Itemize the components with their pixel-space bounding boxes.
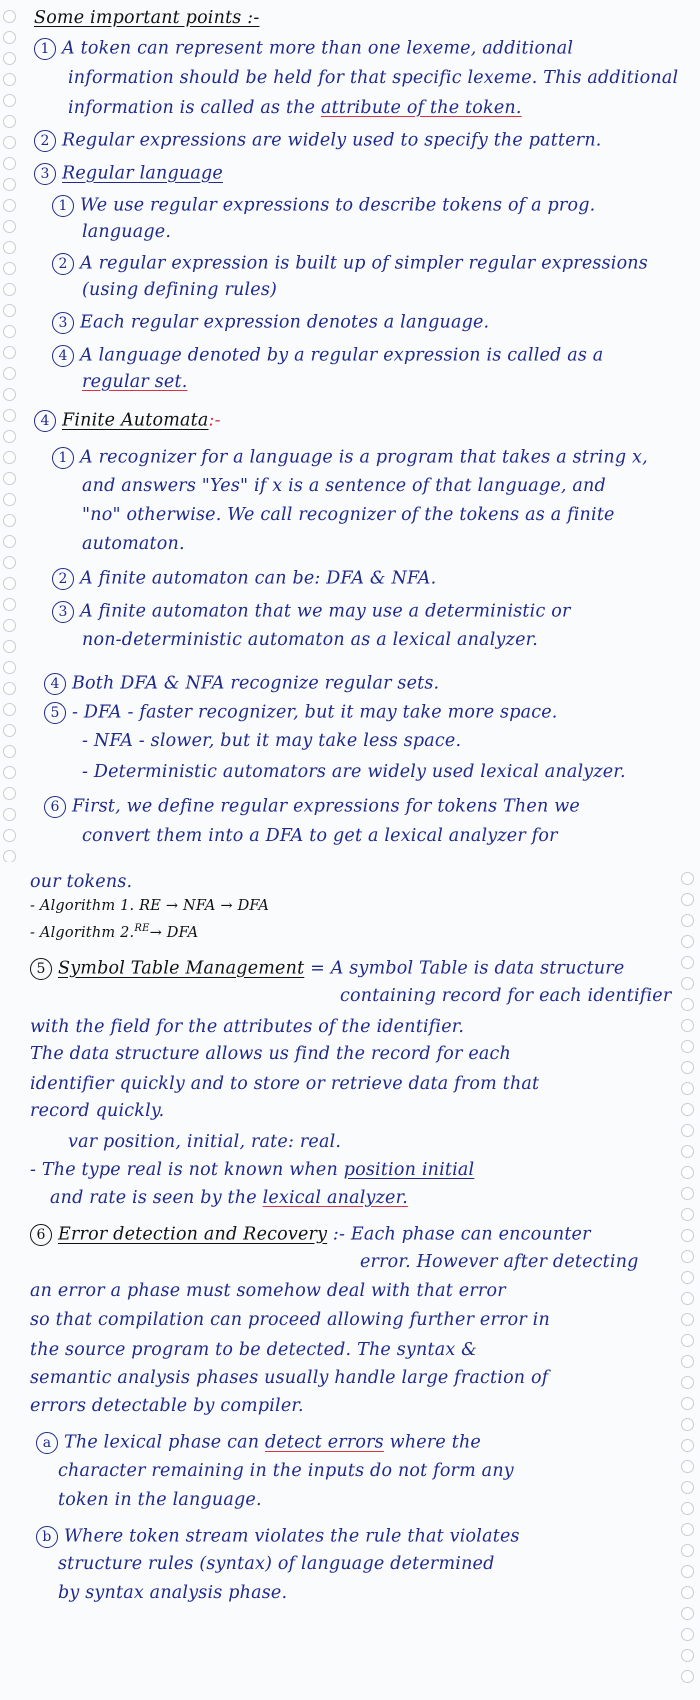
point-6-title: 6 Error detection and Recovery :- Each phase can encounter	[30, 1224, 660, 1246]
binder-hole	[681, 1082, 694, 1095]
binder-hole	[3, 787, 16, 800]
binder-hole	[681, 1103, 694, 1116]
binder-hole	[681, 1670, 694, 1683]
number-circle: 4	[34, 410, 56, 432]
algorithm-2: - Algorithm 2.$^{RE}$→ DFA	[30, 923, 199, 941]
binder-hole	[681, 1439, 694, 1452]
binder-hole	[3, 535, 16, 548]
binder-hole	[3, 451, 16, 464]
point-6-line-2: error. However after detecting	[360, 1252, 639, 1272]
binder-hole	[3, 493, 16, 506]
point-4-sub-5-line-2: - NFA - slower, but it may take less space.	[82, 731, 462, 751]
binder-hole	[3, 325, 16, 338]
point-6-line-4: so that compilation can proceed allowing further error in	[30, 1310, 550, 1330]
binder-hole	[3, 52, 16, 65]
binder-hole	[3, 577, 16, 590]
binder-hole	[681, 1019, 694, 1032]
binder-hole	[681, 1334, 694, 1347]
letter-circle: a	[36, 1432, 58, 1454]
point-6-line-5: the source program to be detected. The syntax &	[30, 1340, 477, 1360]
number-circle: 6	[44, 796, 66, 818]
binder-hole	[681, 1376, 694, 1389]
point-2: 2 Regular expressions are widely used to specify the pattern.	[34, 130, 660, 152]
point-3-sub-2-line-2: (using defining rules)	[82, 280, 278, 300]
point-1-line-3: information is called as the attribute of the token.	[68, 98, 522, 118]
point-6-b-line-3: by syntax analysis phase.	[58, 1583, 288, 1603]
binder-hole	[681, 1250, 694, 1263]
point-3-sub-4-line-2: regular set.	[82, 372, 188, 392]
continuation-line: our tokens.	[30, 872, 133, 892]
number-circle: 3	[52, 312, 74, 334]
point-4-sub-3-line-2: non-deterministic automaton as a lexical analyzer.	[82, 630, 539, 650]
binder-hole	[3, 73, 16, 86]
point-6-b-line-2: structure rules (syntax) of language determined	[58, 1554, 495, 1574]
binder-hole	[3, 640, 16, 653]
binder-hole	[681, 998, 694, 1011]
binder-hole	[3, 31, 16, 44]
binder-hole	[3, 472, 16, 485]
point-1-line-1: 1 A token can represent more than one lexeme, additional	[34, 38, 660, 60]
binder-hole	[681, 1166, 694, 1179]
binder-hole	[681, 977, 694, 990]
binder-hole	[3, 241, 16, 254]
binder-hole	[681, 1523, 694, 1536]
binder-hole	[3, 829, 16, 842]
binder-hole	[3, 346, 16, 359]
heading: Some important points :-	[34, 8, 260, 28]
lexical-analyzer-term: lexical analyzer.	[262, 1188, 408, 1208]
binder-hole	[681, 1208, 694, 1221]
binder-hole	[3, 703, 16, 716]
binder-hole	[3, 178, 16, 191]
binder-hole	[3, 199, 16, 212]
point-5-line-6: record quickly.	[30, 1101, 165, 1121]
point-3-sub-1-line-2: language.	[82, 222, 172, 242]
point-5-line-5: identifier quickly and to store or retrieve data from that	[30, 1074, 540, 1094]
point-5-line-4: The data structure allows us find the record for each	[30, 1044, 511, 1064]
point-4-sub-6-line-1: 6 First, we define regular expressions for tokens Then we	[44, 796, 660, 818]
point-3-title: 3 Regular language	[34, 163, 660, 185]
binder-hole	[3, 745, 16, 758]
binder-hole	[681, 1124, 694, 1137]
point-4-sub-4: 4 Both DFA & NFA recognize regular sets.	[44, 673, 660, 695]
point-4-sub-3-line-1: 3 A finite automaton that we may use a deterministic or	[52, 601, 660, 623]
detect-errors-term: detect errors	[264, 1432, 384, 1453]
point-3-sub-2-line-1: 2 A regular expression is built up of simpler regular expressions	[52, 253, 660, 275]
point-4-sub-2: 2 A finite automaton can be: DFA & NFA.	[52, 568, 660, 590]
binder-hole	[681, 1586, 694, 1599]
point-4-sub-1-line-1: 1 A recognizer for a language is a program that takes a string x,	[52, 447, 660, 469]
number-circle: 3	[52, 601, 74, 623]
number-circle: 2	[52, 568, 74, 590]
binder-hole	[3, 115, 16, 128]
attribute-of-token-term: attribute of the token.	[320, 98, 522, 118]
binder-hole	[3, 661, 16, 674]
letter-circle: b	[36, 1526, 58, 1548]
binder-hole	[681, 1313, 694, 1326]
number-circle: 4	[44, 673, 66, 695]
binder-hole	[3, 220, 16, 233]
binder-hole	[3, 409, 16, 422]
binder-hole	[3, 136, 16, 149]
binder-hole	[681, 1460, 694, 1473]
point-6-a-line-1: a The lexical phase can detect errors where the	[36, 1432, 660, 1454]
binder-hole	[3, 724, 16, 737]
point-4-sub-5-line-1: 5 - DFA - faster recognizer, but it may take more space.	[44, 702, 660, 724]
point-4-sub-1-line-4: automaton.	[82, 534, 185, 554]
binder-hole	[681, 914, 694, 927]
binder-hole	[681, 1607, 694, 1620]
binder-hole	[681, 1481, 694, 1494]
point-5-line-2: containing record for each identifier	[340, 986, 672, 1006]
point-4-sub-1-line-2: and answers "Yes" if x is a sentence of that language, and	[82, 476, 606, 496]
binder-hole	[3, 157, 16, 170]
point-6-b-line-1: b Where token stream violates the rule that violates	[36, 1526, 660, 1548]
number-circle: 3	[34, 163, 56, 185]
binder-holes-right	[681, 862, 697, 1700]
point-4-sub-6-line-2: convert them into a DFA to get a lexical analyzer for	[82, 826, 558, 846]
point-3-sub-3: 3 Each regular expression denotes a language.	[52, 312, 660, 334]
point-6-a-line-3: token in the language.	[58, 1490, 262, 1510]
point-4-sub-5-line-3: - Deterministic automators are widely used lexical analyzer.	[82, 762, 626, 782]
number-circle: 6	[30, 1224, 52, 1246]
binder-hole	[3, 514, 16, 527]
point-5-line-3: with the field for the attributes of the identifier.	[30, 1017, 465, 1037]
binder-hole	[681, 1271, 694, 1284]
binder-hole	[3, 283, 16, 296]
binder-hole	[3, 10, 16, 23]
number-circle: 1	[52, 447, 74, 469]
notebook-page-2	[0, 862, 700, 1700]
binder-holes-left	[3, 0, 19, 862]
binder-hole	[681, 1544, 694, 1557]
point-6-a-line-2: character remaining in the inputs do not form any	[58, 1461, 514, 1481]
number-circle: 4	[52, 345, 74, 367]
binder-hole	[3, 766, 16, 779]
point-5-title: 5 Symbol Table Management = A symbol Table is data structure	[30, 958, 660, 980]
binder-hole	[3, 619, 16, 632]
binder-hole	[681, 893, 694, 906]
binder-hole	[3, 388, 16, 401]
number-circle: 1	[34, 38, 56, 60]
binder-hole	[681, 1229, 694, 1242]
binder-hole	[3, 598, 16, 611]
point-6-line-3: an error a phase must somehow deal with that error	[30, 1281, 506, 1301]
binder-hole	[3, 430, 16, 443]
binder-hole	[3, 262, 16, 275]
point-6-line-6: semantic analysis phases usually handle large fraction of	[30, 1368, 549, 1388]
binder-hole	[681, 1502, 694, 1515]
binder-hole	[681, 872, 694, 885]
number-circle: 5	[30, 958, 52, 980]
binder-hole	[681, 1145, 694, 1158]
algorithm-1: - Algorithm 1. RE → NFA → DFA	[30, 898, 270, 914]
binder-hole	[681, 935, 694, 948]
point-3-sub-1-line-1: 1 We use regular expressions to describe tokens of a prog.	[52, 195, 660, 217]
binder-hole	[3, 808, 16, 821]
binder-hole	[3, 556, 16, 569]
binder-hole	[681, 956, 694, 969]
binder-hole	[3, 367, 16, 380]
binder-hole	[3, 682, 16, 695]
point-5-line-8: - The type real is not known when position initial	[30, 1160, 475, 1180]
binder-hole	[681, 1418, 694, 1431]
point-5-code: var position, initial, rate: real.	[68, 1132, 342, 1152]
binder-hole	[681, 1628, 694, 1641]
point-4-sub-1-line-3: "no" otherwise. We call recognizer of the tokens as a finite	[82, 505, 615, 525]
binder-hole	[681, 1187, 694, 1200]
number-circle: 2	[34, 130, 56, 152]
binder-hole	[681, 1649, 694, 1662]
binder-hole	[3, 94, 16, 107]
binder-hole	[3, 304, 16, 317]
binder-hole	[681, 1397, 694, 1410]
number-circle: 2	[52, 253, 74, 275]
point-6-line-7: errors detectable by compiler.	[30, 1396, 304, 1416]
point-4-title: 4 Finite Automata:-	[34, 410, 660, 432]
point-5-line-9: and rate is seen by the lexical analyzer.	[50, 1188, 408, 1208]
point-3-sub-4-line-1: 4 A language denoted by a regular expression is called as a	[52, 345, 660, 367]
number-circle: 5	[44, 702, 66, 724]
binder-hole	[681, 1355, 694, 1368]
binder-hole	[681, 1292, 694, 1305]
number-circle: 1	[52, 195, 74, 217]
binder-hole	[681, 1061, 694, 1074]
binder-hole	[681, 1565, 694, 1578]
binder-hole	[681, 1040, 694, 1053]
point-1-line-2: information should be held for that specific lexeme. This additional	[68, 68, 679, 88]
